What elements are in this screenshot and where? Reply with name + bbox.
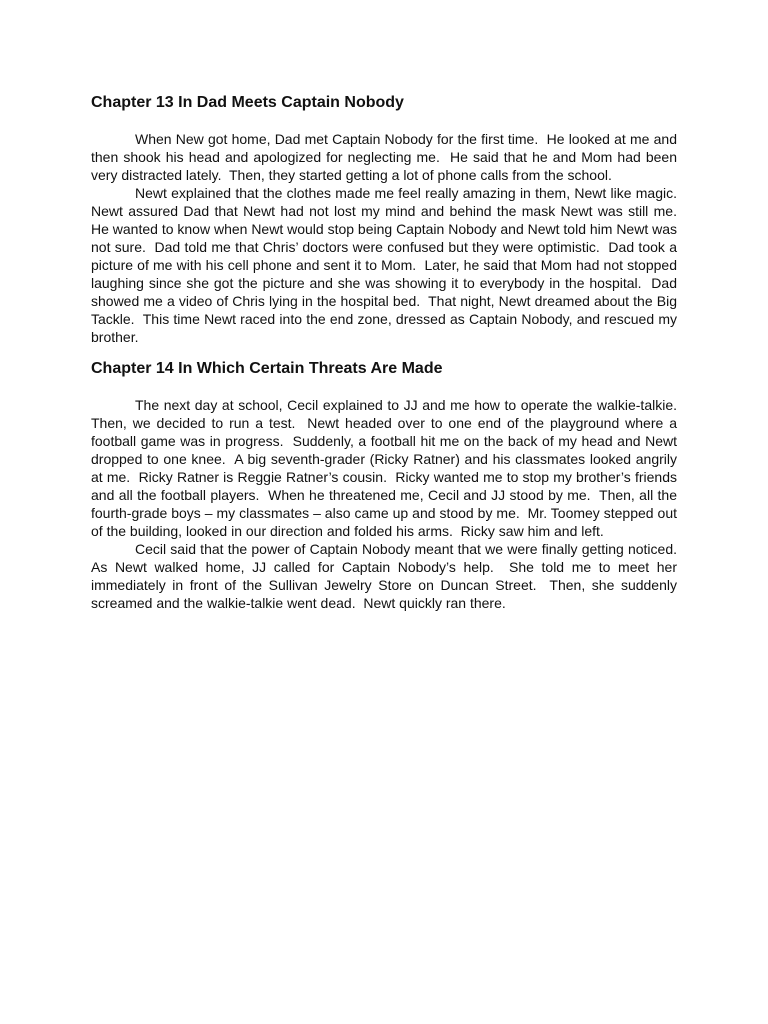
chapter-14-body <box>91 396 685 612</box>
document-page <box>91 92 685 612</box>
chapter-13-section <box>91 92 685 346</box>
chapter-13-paragraph-2: Newt explained that the clothes made me feel really amazing in them, Newt like magic. Newt assured Dad that Newt had not lost my mind and behind the mask Newt was still me. He wanted to know when Newt would stop being Captain Nobody and Newt told him Newt was not sure. Dad told me that Chris’ doctors were confused but they were optimistic. Dad took a picture of me with his cell phone and sent it to Mom. Later, he said that Mom had not stopped laughing since she got the picture and she was showing it to everybody in the hospital. Dad showed me a video of Chris lying in the hospital bed. That night, Newt dreamed about the Big Tackle. This time Newt raced into the end zone, dressed as Captain Nobody, and rescued my brother. <box>91 185 685 345</box>
chapter-14-paragraph-1: The next day at school, Cecil explained to JJ and me how to operate the walkie-talkie. Then, we decided to run a test. Newt headed over to one end of the playground where a football game was in progress. Suddenly, a football hit me on the back of my head and Newt dropped to one knee. A big seventh-grader (Ricky Ratner) and his classmates looked angrily at me. Ricky Ratner is Reggie Ratner’s cousin. Ricky wanted me to stop my brother’s friends and all the football players. When he threatened me, Cecil and JJ stood by me. Then, all the fourth-grade boys – my classmates – also came up and stood by me. Mr. Toomey stepped out of the building, looked in our direction and folded his arms. Ricky saw him and left. <box>91 397 685 539</box>
chapter-13-heading: Chapter 13 In Dad Meets Captain Nobody <box>91 94 404 111</box>
chapter-14-paragraph-2: Cecil said that the power of Captain Nobody meant that we were finally getting noticed. As Newt walked home, JJ called for Captain Nobody’s help. She told me to meet her immediately in front of the Sullivan Jewelry Store on Duncan Street. Then, she suddenly screamed and the walkie-talkie went dead. Newt quickly ran there. <box>91 541 685 611</box>
chapter-13-body <box>91 130 685 346</box>
chapter-14-section <box>91 358 685 612</box>
chapter-13-paragraph-1: When New got home, Dad met Captain Nobody for the first time. He looked at me and then shook his head and apologized for neglecting me. He said that he and Mom had been very distracted lately. Then, they started getting a lot of phone calls from the school. <box>91 131 681 183</box>
chapter-14-heading: Chapter 14 In Which Certain Threats Are Made <box>91 360 443 377</box>
